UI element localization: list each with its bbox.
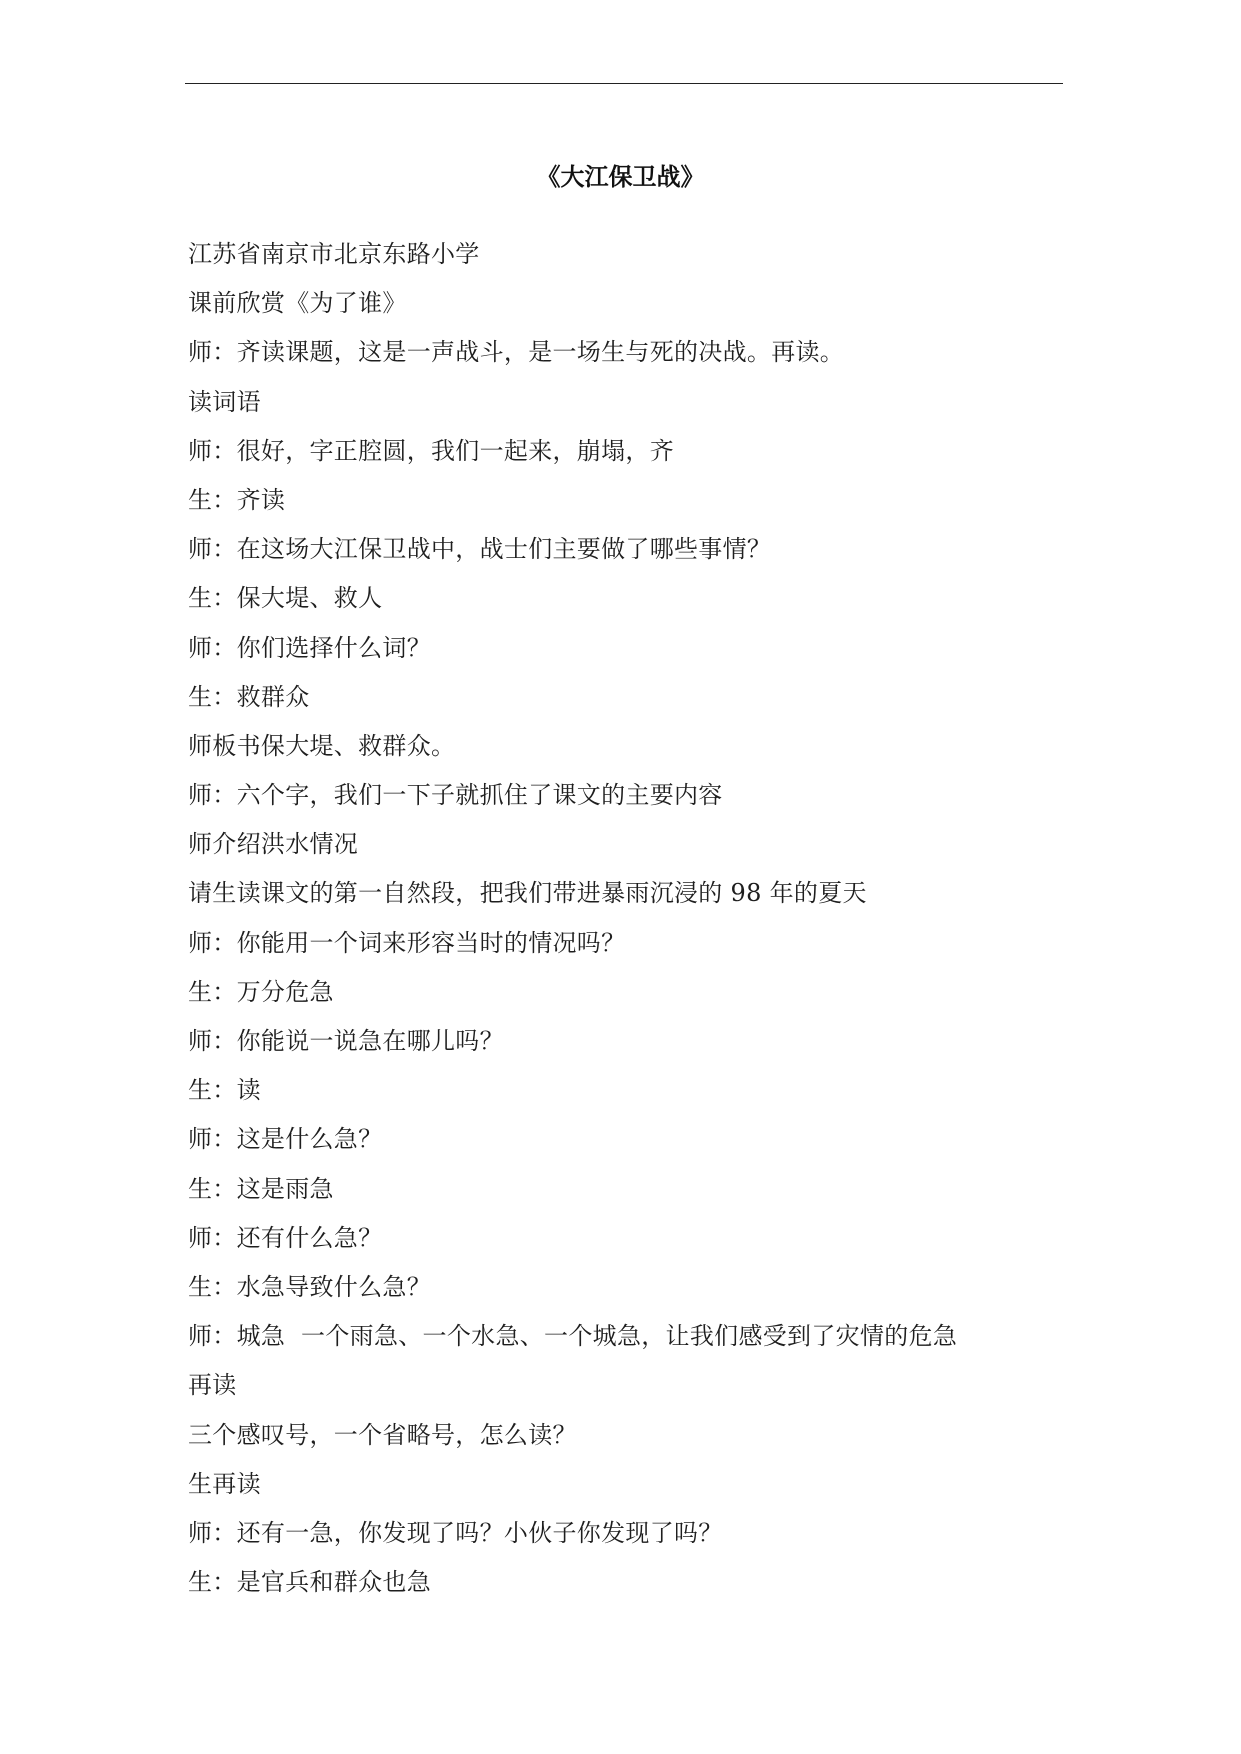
text-line: 师：你能说一说急在哪儿吗？ <box>188 1027 504 1055</box>
text-line: 师：六个字，我们一下子就抓住了课文的主要内容 <box>188 781 723 810</box>
text-line: 生再读 <box>188 1469 261 1498</box>
text-line: 三个感叹号，一个省略号，怎么读？ <box>188 1420 577 1449</box>
text-line: 生：齐读 <box>188 485 286 514</box>
text-line: 生：保大堤、救人 <box>188 584 383 613</box>
text-line: 生：救群众 <box>188 682 310 711</box>
document-title: 《大江保卫战》 <box>536 163 705 191</box>
text-line: 生：水急导致什么急？ <box>188 1272 431 1301</box>
text-line: 生：这是雨急 <box>188 1174 334 1203</box>
text-line: 师：还有什么急？ <box>188 1223 383 1252</box>
text-line: 师：你能用一个词来形容当时的情况吗？ <box>188 928 626 957</box>
document-body <box>188 237 1088 1614</box>
text-line: 师介绍洪水情况 <box>188 830 359 859</box>
text-line: 生：万分危急 <box>188 977 334 1006</box>
text-line: 师：这是什么急？ <box>188 1125 383 1154</box>
text-line: 江苏省南京市北京东路小学 <box>188 240 480 268</box>
text-line: 读词语 <box>188 387 261 416</box>
text-line: 师板书保大堤、救群众。 <box>188 731 456 760</box>
text-line: 生：是官兵和群众也急 <box>188 1568 431 1597</box>
text-line: 师：城急 一个雨急、一个水急、一个城急，让我们感受到了灾情的危急 <box>188 1322 958 1351</box>
text-line: 生：读 <box>188 1076 261 1105</box>
header-divider <box>185 83 1063 84</box>
text-line: 师：还有一急，你发现了吗？小伙子你发现了吗？ <box>188 1518 723 1547</box>
text-line: 师：在这场大江保卫战中，战士们主要做了哪些事情？ <box>188 535 772 564</box>
text-line: 再读 <box>188 1371 237 1400</box>
text-line: 请生读课文的第一自然段，把我们带进暴雨沉浸的 98 年的夏天 <box>188 879 867 908</box>
text-line: 师：齐读课题，这是一声战斗，是一场生与死的决战。再读。 <box>188 338 845 367</box>
text-line: 师：很好，字正腔圆，我们一起来，崩塌，齐 <box>188 436 674 465</box>
text-line: 课前欣赏《为了谁》 <box>188 289 407 318</box>
text-line: 师：你们选择什么词？ <box>188 633 431 662</box>
